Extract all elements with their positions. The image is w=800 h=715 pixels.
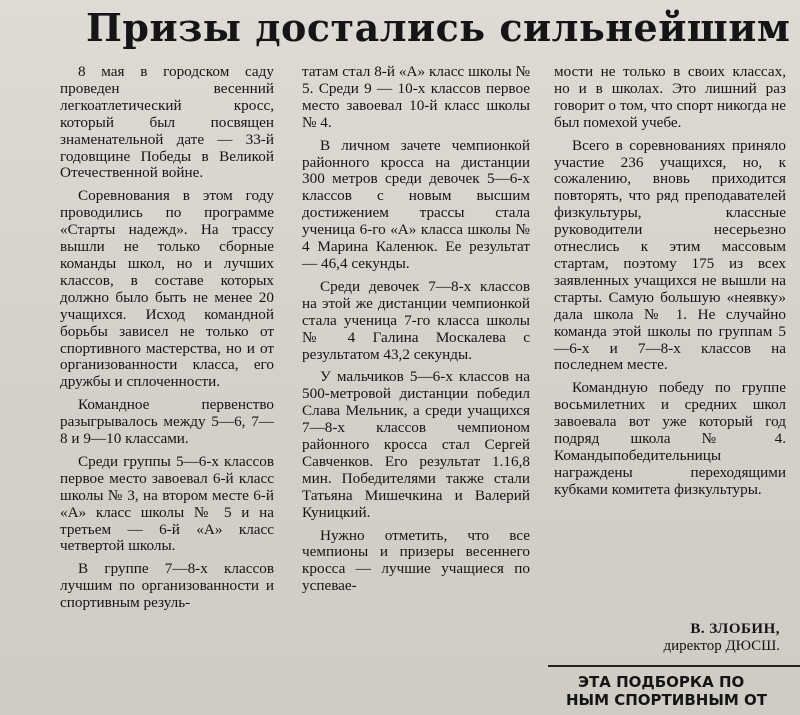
paragraph: 8 мая в городском саду проведен весенний легкоатлетический кросс, который был посвящен знаменательной дате — 33-й годовщине Победы в Великой Отечественной войне.	[60, 63, 274, 182]
author-role: директор ДЮСШ.	[663, 638, 780, 654]
article-column-1	[60, 64, 274, 612]
paragraph: Соревнования в этом году проводились по программе «Старты надежд». На трассу вышли не только сборные команды школ, но и лучших классов, в составе которых должно было быть не менее 20 учащихся. Исход командной борьбы зависел не только от спортивного мастерства, но и от организованности класса, его дружбы и сплоченности.	[60, 187, 274, 391]
article-column-3	[554, 64, 786, 499]
paragraph: В личном зачете чемпионкой районного кросса на дистанции 300 метров среди девочек 5—6-х классов с новым высшим достижением трассы стала ученица 6-го «А» класса школы № 4 Марина Каленюк. Ее результат — 46,4 секунды.	[302, 136, 530, 272]
paragraph: Нужно отметить, что все чемпионы и призеры весеннего кросса — лучшие учащиеся по успевае-	[302, 526, 530, 595]
author-name: В. ЗЛОБИН,	[690, 621, 780, 637]
paragraph: У мальчиков 5—6-х классов на 500-метровой дистанции победил Слава Мельник, а среди учащихся 7—8-х классов чемпионом районного кросса стал Сергей Савченков. Его результат 1.16,8 мин. Победителями также стали Татьяна Мишечкина и Валерий Куницкий.	[302, 368, 530, 521]
paragraph: Среди девочек 7—8-х классов на этой же дистанции чемпионкой стала ученица 7-го класса школы № 4 Галина Москалева с результатом 43,2 секунды.	[302, 277, 530, 363]
article-column-2	[302, 64, 530, 595]
next-article-heading	[566, 673, 800, 709]
paragraph: татам стал 8-й «А» класс школы № 5. Среди 9 — 10-х классов первое место завоевал 10-й класс школы № 4.	[302, 63, 530, 131]
paragraph: Командную победу по группе восьмилетних и средних школ завоевала вот уже который год подряд школа № 4. Командыпобедительницы награждены переходящими кубками комитета физкультуры.	[554, 379, 786, 498]
article-headline: Призы достались сильнейшим	[86, 5, 791, 50]
paragraph: мости не только в своих классах, но и в школах. Это лишний раз говорит о том, что спорт никогда не был помехой учебе.	[554, 63, 786, 131]
author-signature	[580, 621, 780, 655]
paragraph: Всего в соревнованиях приняло участие 236 учащихся, но, к сожалению, вновь приходится повторять, что ряд преподавателей физкультуры, классные руководители несерьезно отнеслись к этим массовым стартам, поэтому 175 из всех заявленных учащихся не вышли на старты. Самую большую «неявку» дала школа № 1. Не случайно команда этой школы по группам 5—6-х и 7—8-х классов на последнем месте.	[554, 136, 786, 374]
next-article-line-1: ЭТА ПОДБОРКА ПО	[578, 673, 745, 691]
paragraph: Среди группы 5—6-х классов первое место завоевал 6-й класс школы № 3, на втором месте 6-й «А» класс школы № 5 и на третьем — 6-й «А» класс четвертой школы.	[60, 452, 274, 555]
section-divider	[548, 665, 800, 667]
paragraph: В группе 7—8-х классов лучшим по организованности и спортивным резуль-	[60, 560, 274, 612]
next-article-line-2: НЫМ СПОРТИВНЫМ ОТ	[566, 691, 767, 709]
paragraph: Командное первенство разыгрывалось между 5—6, 7—8 и 9—10 классами.	[60, 396, 274, 448]
